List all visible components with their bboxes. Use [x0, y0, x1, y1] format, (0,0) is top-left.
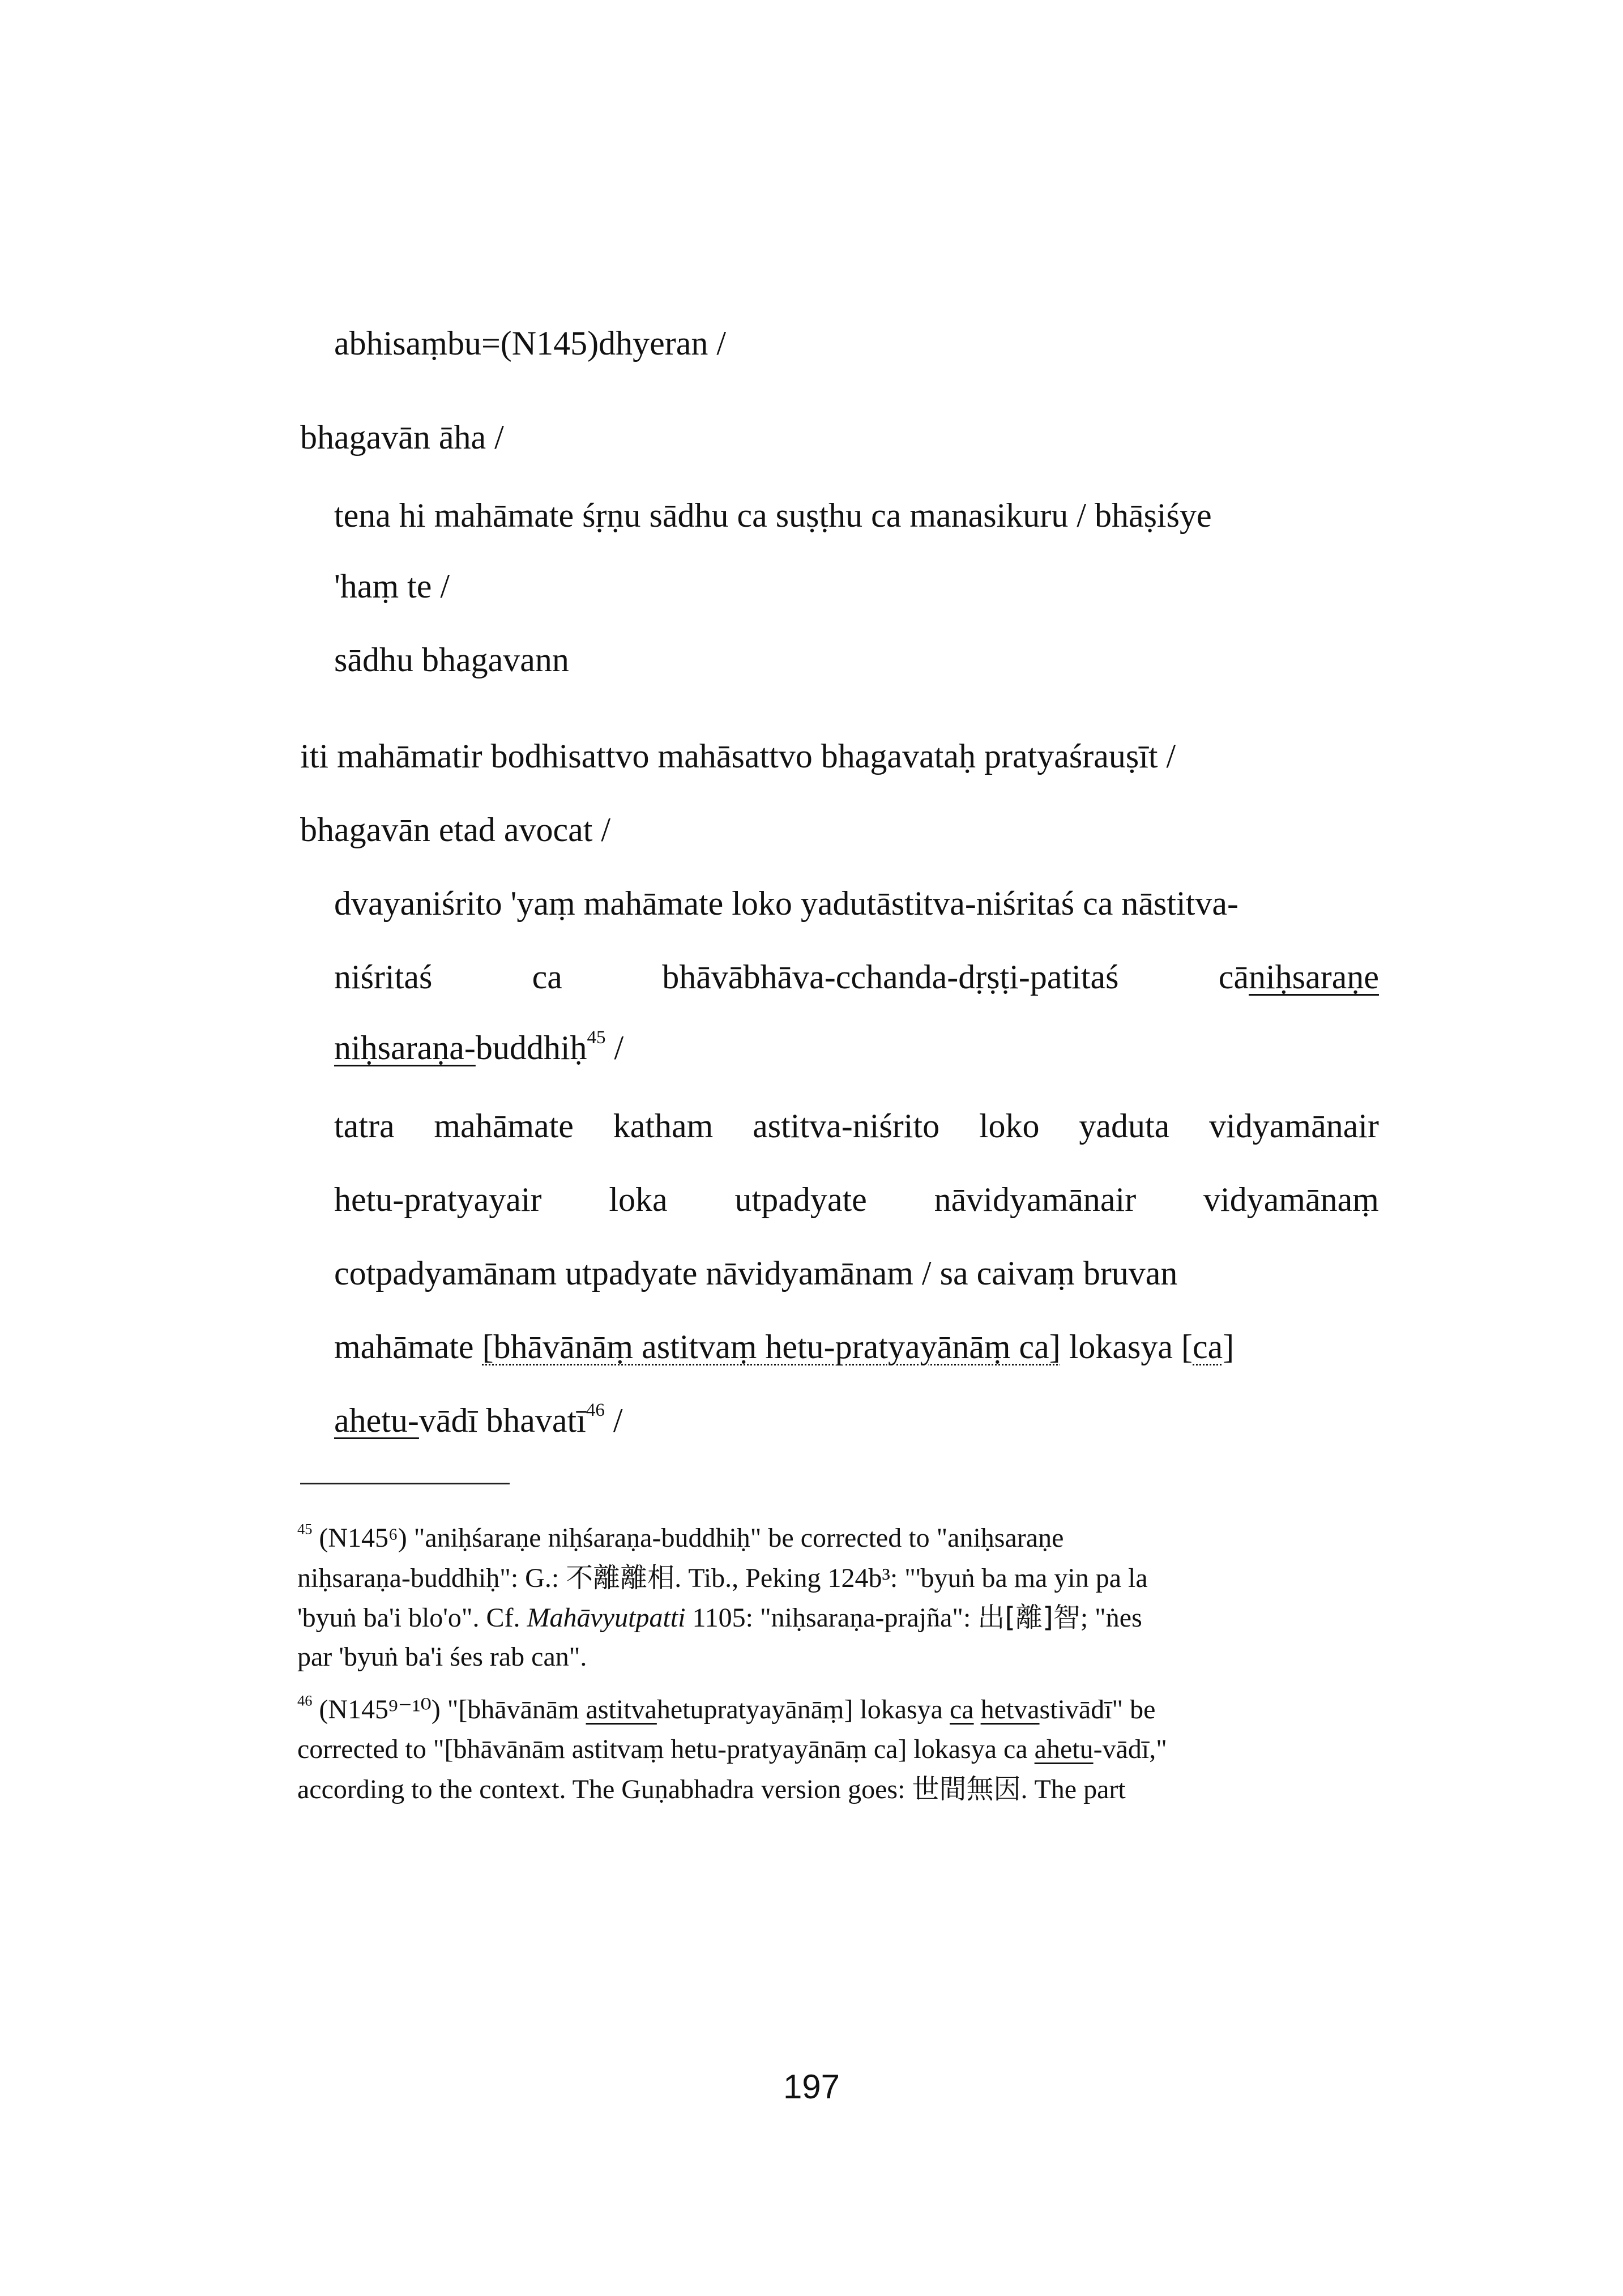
footnote-46-line-1: $^{46}$ (N145⁹⁻¹⁰) "[bhāvānām astitvahetupratyayānāṃ] lokasya ca hetvastivādī" be [297, 1692, 1156, 1725]
page-number: 197 [783, 2068, 840, 2106]
verse-line-11: tatra mahāmate katham astitva-niśrito loko yaduta vidyamānair [334, 1107, 1379, 1145]
verse-line-14: mahāmate [bhāvānāṃ astitvaṃ hetu-pratyayānāṃ ca] lokasya [ca] [334, 1328, 1235, 1365]
verse-line-15: ahetu-vādī bhavatī$^{46}$ / [334, 1399, 623, 1439]
footnote-45-number: 45 [297, 1520, 313, 1538]
footnote-45-line-3: 'byuṅ ba'i blo'o". Cf. Mahāvyutpatti 1105: "niḥsaraṇa-prajña": 出[離]智; "ṅes [297, 1602, 1142, 1633]
verse-line-9-word-d: cāniḥsaraṇe [1218, 958, 1379, 996]
verse-line-8: dvayaniśrito 'yaṃ mahāmate loko yadutāstitva-niśritaś ca nāstitva- [334, 885, 1239, 922]
verse-line-9-word-a: niśritaś [334, 958, 433, 996]
verse-line-1: abhisaṃbu=(N145)dhyeran / [334, 325, 726, 362]
verse-line-9-word-c: bhāvābhāva-cchanda-dṛṣṭi-patitaś [662, 958, 1119, 996]
verse-line-9 [334, 960, 1379, 994]
footnote-45-line-1: $^{45}$ (N145⁶) "aniḥśaraṇe niḥśaraṇa-buddhiḥ" be corrected to "aniḥsaraṇe [297, 1520, 1064, 1553]
dotted-underlined-bracket: [bhāvānāṃ astitvaṃ hetu-pratyayānāṃ ca] [482, 1328, 1061, 1365]
footnote-46-line-3: according to the context. The Guṇabhadra version goes: 世間無因. The part [297, 1773, 1126, 1805]
verse-line-4: 'haṃ te / [334, 567, 450, 605]
underlined-ahetu: ahetu- [334, 1402, 419, 1439]
verse-line-3: tena hi mahāmate śṛṇu sādhu ca suṣṭhu ca manasikuru / bhāṣiśye [334, 497, 1212, 534]
footnote-45-line-4: par 'byuṅ ba'i śes rab can". [297, 1642, 587, 1672]
verse-line-5: sādhu bhagavann [334, 641, 569, 678]
footnote-ref-45: 45 [587, 1027, 606, 1048]
verse-line-6: iti mahāmatir bodhisattvo mahāsattvo bhagavataḥ pratyaśrauṣīt / [300, 737, 1176, 775]
footnote-ref-46: 46 [586, 1399, 605, 1420]
verse-line-9-word-b: ca [532, 958, 562, 996]
verse-line-2: bhagavān āha / [300, 419, 504, 456]
footnote-46-number: 46 [297, 1692, 313, 1709]
dotted-underlined-ca: ca [1193, 1328, 1223, 1365]
verse-line-10: niḥsaraṇa-buddhiḥ$^{45}$ / [334, 1027, 624, 1066]
underlined-nihsarane: niḥsaraṇe [1249, 958, 1379, 996]
footnote-separator [300, 1483, 510, 1484]
verse-line-12: hetu-pratyayair loka utpadyate nāvidyamānair vidyamānaṃ [334, 1181, 1379, 1218]
verse-line-7: bhagavān etad avocat / [300, 811, 611, 848]
mahavyutpatti-title: Mahāvyutpatti [527, 1603, 686, 1633]
footnote-45-line-2: niḥsaraṇa-buddhiḥ": G.: 不離離相. Tib., Peking 124b³: "'byuṅ ba ma yin pa la [297, 1562, 1148, 1594]
underlined-nihsarana: niḥsaraṇa- [334, 1029, 476, 1066]
verse-line-13: cotpadyamānam utpadyate nāvidyamānam / sa caivaṃ bruvan [334, 1254, 1178, 1292]
footnote-46-line-2: corrected to "[bhāvānām astitvaṃ hetu-pratyayānāṃ ca] lokasya ca ahetu-vādī," [297, 1734, 1167, 1764]
